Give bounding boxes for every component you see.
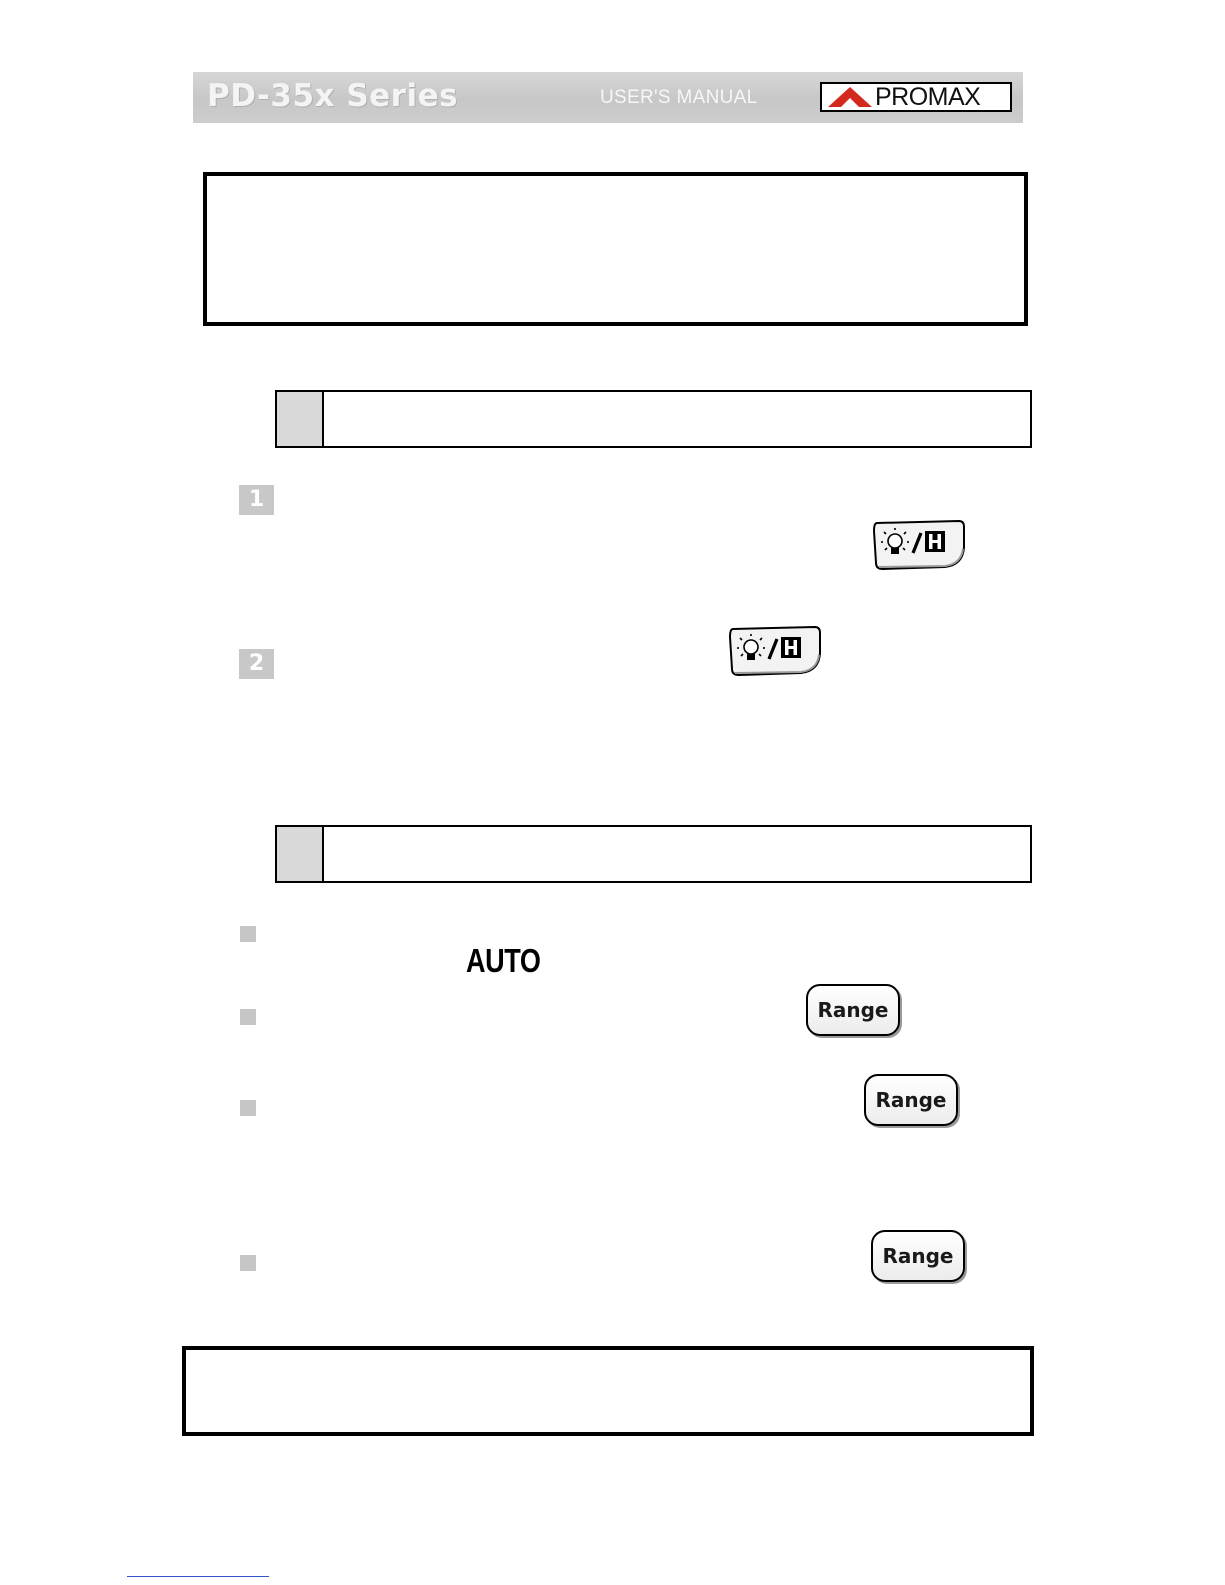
- document-title: PD-35x Series: [207, 78, 459, 114]
- footer-link-underline: [127, 1576, 269, 1577]
- step-number-2: 2: [239, 649, 274, 679]
- bullet-marker: [240, 926, 256, 942]
- bullet-marker: [240, 1255, 256, 1271]
- bullet-marker: [240, 1009, 256, 1025]
- backlight-hold-key-icon: [727, 625, 822, 677]
- brand-name: PROMAX: [875, 82, 981, 111]
- document-subtitle: USER'S MANUAL: [600, 87, 758, 108]
- brand-mark-icon: [827, 86, 873, 108]
- range-key: Range: [871, 1230, 965, 1282]
- range-key: Range: [864, 1074, 958, 1126]
- section-heading-bar-1: [275, 390, 1032, 448]
- range-key: Range: [806, 984, 900, 1036]
- backlight-hold-key-icon: [871, 519, 966, 571]
- bullet-marker: [240, 1100, 256, 1116]
- section-tab: [277, 827, 324, 881]
- section-tab: [277, 392, 324, 446]
- brand-logo: [820, 82, 1012, 112]
- step-number-1: 1: [239, 485, 274, 515]
- note-box-top: [203, 172, 1028, 326]
- header-banner: [193, 72, 1023, 123]
- auto-range-indicator: AUTO: [466, 942, 541, 979]
- section-heading-bar-2: [275, 825, 1032, 883]
- note-box-bottom: [182, 1346, 1034, 1436]
